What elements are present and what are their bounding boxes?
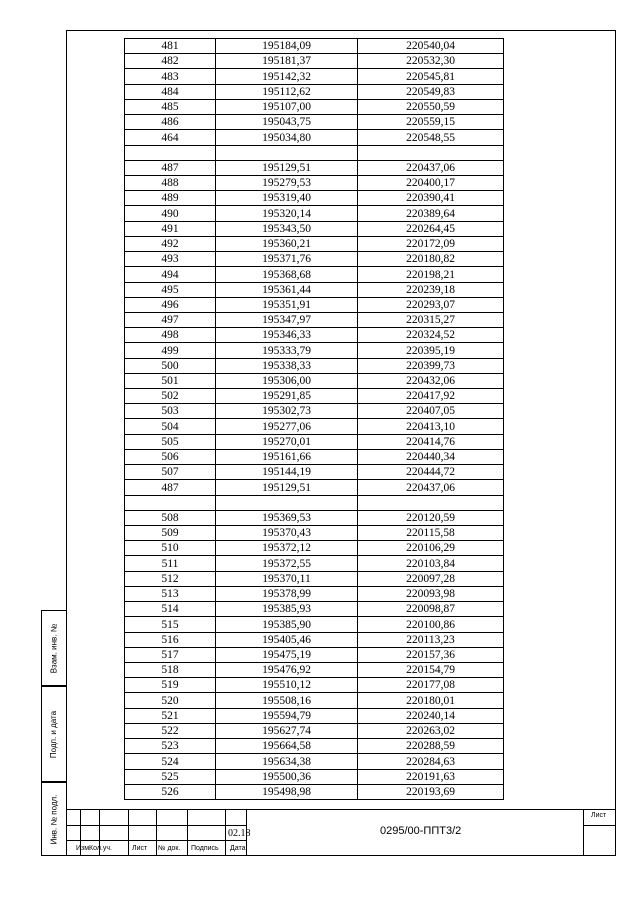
point-number-cell: 526 — [125, 784, 216, 799]
table-row — [125, 99, 504, 114]
stamp-label-ndok: № док. — [158, 845, 181, 852]
x-coordinate-cell: 195129,51 — [216, 160, 358, 175]
y-coordinate-cell: 220198,21 — [358, 267, 504, 282]
x-coordinate-cell: 195043,75 — [216, 115, 358, 130]
x-coordinate-cell: 195371,76 — [216, 252, 358, 267]
y-coordinate-cell: 220548,55 — [358, 130, 504, 145]
point-number-cell: 484 — [125, 84, 216, 99]
x-coordinate-cell: 195279,53 — [216, 175, 358, 190]
y-coordinate-cell: 220545,81 — [358, 69, 504, 84]
point-number-cell: 518 — [125, 662, 216, 677]
x-coordinate-cell: 195634,38 — [216, 754, 358, 769]
table-row — [125, 343, 504, 358]
x-coordinate-cell: 195319,40 — [216, 191, 358, 206]
table-row — [125, 586, 504, 601]
table-row — [125, 434, 504, 449]
x-coordinate-cell: 195333,79 — [216, 343, 358, 358]
table-row — [125, 465, 504, 480]
y-coordinate-cell: 220180,82 — [358, 252, 504, 267]
x-coordinate-cell: 195320,14 — [216, 206, 358, 221]
point-number-cell: 525 — [125, 769, 216, 784]
table-row — [125, 556, 504, 571]
point-number-cell: 519 — [125, 678, 216, 693]
y-coordinate-cell: 220172,09 — [358, 236, 504, 251]
point-number-cell: 514 — [125, 602, 216, 617]
x-coordinate-cell: 195161,66 — [216, 449, 358, 464]
table-row — [125, 647, 504, 662]
stamp-top-line — [66, 809, 616, 810]
side-block-vzam — [41, 610, 66, 686]
point-number-cell: 495 — [125, 282, 216, 297]
x-coordinate-cell: 195405,46 — [216, 632, 358, 647]
table-row — [125, 723, 504, 738]
y-coordinate-cell: 220264,45 — [358, 221, 504, 236]
table-row — [125, 282, 504, 297]
x-coordinate-cell: 195144,19 — [216, 465, 358, 480]
x-coordinate-cell: 195302,73 — [216, 404, 358, 419]
table-row — [125, 373, 504, 388]
x-coordinate-cell: 195360,21 — [216, 236, 358, 251]
sheet-cell-line — [583, 825, 616, 826]
point-number-cell: 504 — [125, 419, 216, 434]
stamp-label-data: Дата — [230, 845, 246, 852]
x-coordinate-cell: 195594,79 — [216, 708, 358, 723]
point-number-cell: 483 — [125, 69, 216, 84]
table-row — [125, 632, 504, 647]
x-coordinate-cell: 195034,80 — [216, 130, 358, 145]
y-coordinate-cell: 220180,01 — [358, 693, 504, 708]
x-coordinate-cell: 195142,32 — [216, 69, 358, 84]
x-coordinate-cell: 195129,51 — [216, 480, 358, 495]
x-coordinate-cell — [216, 145, 358, 160]
point-number-cell: 486 — [125, 115, 216, 130]
y-coordinate-cell: 220239,18 — [358, 282, 504, 297]
y-coordinate-cell: 220193,69 — [358, 784, 504, 799]
y-coordinate-cell — [358, 495, 504, 510]
y-coordinate-cell: 220413,10 — [358, 419, 504, 434]
table-row — [125, 754, 504, 769]
table-row — [125, 69, 504, 84]
y-coordinate-cell: 220559,15 — [358, 115, 504, 130]
x-coordinate-cell: 195112,62 — [216, 84, 358, 99]
y-coordinate-cell: 220115,58 — [358, 526, 504, 541]
y-coordinate-cell: 220120,59 — [358, 510, 504, 525]
x-coordinate-cell: 195277,06 — [216, 419, 358, 434]
y-coordinate-cell — [358, 145, 504, 160]
stamp-col-line — [156, 809, 157, 856]
table-row — [125, 312, 504, 327]
point-number-cell: 498 — [125, 328, 216, 343]
table-row — [125, 236, 504, 251]
x-coordinate-cell: 195351,91 — [216, 297, 358, 312]
x-coordinate-cell: 195369,53 — [216, 510, 358, 525]
x-coordinate-cell: 195664,58 — [216, 739, 358, 754]
x-coordinate-cell: 195306,00 — [216, 373, 358, 388]
x-coordinate-cell: 195385,93 — [216, 602, 358, 617]
table-row — [125, 662, 504, 677]
point-number-cell: 487 — [125, 480, 216, 495]
x-coordinate-cell: 195385,90 — [216, 617, 358, 632]
point-number-cell: 497 — [125, 312, 216, 327]
table-row — [125, 297, 504, 312]
x-coordinate-cell: 195476,92 — [216, 662, 358, 677]
y-coordinate-cell: 220540,04 — [358, 39, 504, 54]
table-row — [125, 358, 504, 373]
y-coordinate-cell: 220098,87 — [358, 602, 504, 617]
side-label-inv: Инв. № подл. — [49, 794, 59, 844]
point-number-cell: 491 — [125, 221, 216, 236]
x-coordinate-cell: 195378,99 — [216, 586, 358, 601]
table-row — [125, 328, 504, 343]
y-coordinate-cell: 220417,92 — [358, 389, 504, 404]
table-row — [125, 252, 504, 267]
x-coordinate-cell — [216, 495, 358, 510]
y-coordinate-cell: 220437,06 — [358, 480, 504, 495]
point-number-cell: 481 — [125, 39, 216, 54]
point-number-cell: 513 — [125, 586, 216, 601]
y-coordinate-cell: 220293,07 — [358, 297, 504, 312]
y-coordinate-cell: 220103,84 — [358, 556, 504, 571]
point-number-cell: 508 — [125, 510, 216, 525]
y-coordinate-cell: 220414,76 — [358, 434, 504, 449]
point-number-cell — [125, 145, 216, 160]
point-number-cell: 490 — [125, 206, 216, 221]
x-coordinate-cell: 195370,43 — [216, 526, 358, 541]
y-coordinate-cell: 220315,27 — [358, 312, 504, 327]
stamp-label-izm: Изм. — [76, 845, 91, 852]
point-number-cell: 499 — [125, 343, 216, 358]
y-coordinate-cell: 220532,30 — [358, 54, 504, 69]
x-coordinate-cell: 195184,09 — [216, 39, 358, 54]
side-label-vzam: Взам. инв. № — [49, 623, 59, 673]
table-row — [125, 693, 504, 708]
x-coordinate-cell: 195372,12 — [216, 541, 358, 556]
y-coordinate-cell: 220113,23 — [358, 632, 504, 647]
y-coordinate-cell: 220097,28 — [358, 571, 504, 586]
table-row — [125, 602, 504, 617]
table-row — [125, 784, 504, 799]
point-number-cell: 510 — [125, 541, 216, 556]
x-coordinate-cell: 195475,19 — [216, 647, 358, 662]
stamp-col-line — [187, 809, 188, 856]
y-coordinate-cell: 220437,06 — [358, 160, 504, 175]
table-row — [125, 480, 504, 495]
table-row — [125, 419, 504, 434]
x-coordinate-cell: 195368,68 — [216, 267, 358, 282]
y-coordinate-cell: 220389,64 — [358, 206, 504, 221]
stamp-col-line — [128, 809, 129, 856]
y-coordinate-cell: 220444,72 — [358, 465, 504, 480]
y-coordinate-cell: 220399,73 — [358, 358, 504, 373]
x-coordinate-cell: 195498,98 — [216, 784, 358, 799]
table-row — [125, 115, 504, 130]
table-row — [125, 449, 504, 464]
y-coordinate-cell: 220284,63 — [358, 754, 504, 769]
table-row — [125, 389, 504, 404]
stamp-label-list: Лист — [132, 845, 148, 852]
point-number-cell: 511 — [125, 556, 216, 571]
y-coordinate-cell: 220390,41 — [358, 191, 504, 206]
y-coordinate-cell: 220395,19 — [358, 343, 504, 358]
y-coordinate-cell: 220440,34 — [358, 449, 504, 464]
stamp-col-line — [225, 809, 226, 856]
table-row — [125, 571, 504, 586]
y-coordinate-cell: 220550,59 — [358, 99, 504, 114]
x-coordinate-cell: 195370,11 — [216, 571, 358, 586]
side-label-podp: Подп. и дата — [49, 710, 59, 758]
y-coordinate-cell: 220177,08 — [358, 678, 504, 693]
x-coordinate-cell: 195291,85 — [216, 389, 358, 404]
table-row — [125, 206, 504, 221]
point-number-cell: 464 — [125, 130, 216, 145]
point-number-cell: 521 — [125, 708, 216, 723]
stamp-col-line — [583, 809, 584, 856]
y-coordinate-cell: 220154,79 — [358, 662, 504, 677]
table-row-spacer — [125, 495, 504, 510]
x-coordinate-cell: 195510,12 — [216, 678, 358, 693]
y-coordinate-cell: 220191,63 — [358, 769, 504, 784]
point-number-cell: 523 — [125, 739, 216, 754]
table-row — [125, 769, 504, 784]
table-row — [125, 84, 504, 99]
x-coordinate-cell: 195338,33 — [216, 358, 358, 373]
point-number-cell: 524 — [125, 754, 216, 769]
y-coordinate-cell: 220106,29 — [358, 541, 504, 556]
point-number-cell: 501 — [125, 373, 216, 388]
point-number-cell: 520 — [125, 693, 216, 708]
table-row — [125, 739, 504, 754]
table-row-spacer — [125, 145, 504, 160]
point-number-cell: 485 — [125, 99, 216, 114]
table-row — [125, 221, 504, 236]
point-number-cell: 487 — [125, 160, 216, 175]
point-number-cell: 494 — [125, 267, 216, 282]
x-coordinate-cell: 195347,97 — [216, 312, 358, 327]
point-number-cell — [125, 495, 216, 510]
point-number-cell: 516 — [125, 632, 216, 647]
stamp-date-value: 02.18 — [228, 828, 251, 839]
x-coordinate-cell: 195500,36 — [216, 769, 358, 784]
y-coordinate-cell: 220157,36 — [358, 647, 504, 662]
side-block-inv — [41, 782, 66, 856]
y-coordinate-cell: 220549,83 — [358, 84, 504, 99]
point-number-cell: 502 — [125, 389, 216, 404]
x-coordinate-cell: 195270,01 — [216, 434, 358, 449]
y-coordinate-cell: 220324,52 — [358, 328, 504, 343]
point-number-cell: 517 — [125, 647, 216, 662]
sheet-label: Лист — [591, 812, 607, 819]
x-coordinate-cell: 195343,50 — [216, 221, 358, 236]
table-row — [125, 267, 504, 282]
point-number-cell: 507 — [125, 465, 216, 480]
y-coordinate-cell: 220288,59 — [358, 739, 504, 754]
point-number-cell: 493 — [125, 252, 216, 267]
stamp-label-kol: Кол.уч. — [89, 845, 112, 852]
y-coordinate-cell: 220432,06 — [358, 373, 504, 388]
point-number-cell: 515 — [125, 617, 216, 632]
table-row — [125, 191, 504, 206]
y-coordinate-cell: 220100,86 — [358, 617, 504, 632]
point-number-cell: 492 — [125, 236, 216, 251]
y-coordinate-cell: 220407,05 — [358, 404, 504, 419]
stamp-label-podpis: Подпись — [191, 845, 219, 852]
point-number-cell: 509 — [125, 526, 216, 541]
point-number-cell: 505 — [125, 434, 216, 449]
point-number-cell: 500 — [125, 358, 216, 373]
table-row — [125, 510, 504, 525]
table-row — [125, 54, 504, 69]
point-number-cell: 489 — [125, 191, 216, 206]
table-row — [125, 678, 504, 693]
point-number-cell: 482 — [125, 54, 216, 69]
table-row — [125, 708, 504, 723]
table-row — [125, 39, 504, 54]
point-number-cell: 512 — [125, 571, 216, 586]
x-coordinate-cell: 195372,55 — [216, 556, 358, 571]
side-block-podp — [41, 686, 66, 782]
table-row — [125, 404, 504, 419]
point-number-cell: 496 — [125, 297, 216, 312]
y-coordinate-cell: 220263,02 — [358, 723, 504, 738]
coordinates-table-body — [125, 39, 504, 800]
table-row — [125, 541, 504, 556]
y-coordinate-cell: 220093,98 — [358, 586, 504, 601]
point-number-cell: 488 — [125, 175, 216, 190]
table-row — [125, 130, 504, 145]
table-row — [125, 160, 504, 175]
x-coordinate-cell: 195346,33 — [216, 328, 358, 343]
title-block — [66, 809, 616, 856]
x-coordinate-cell: 195107,00 — [216, 99, 358, 114]
point-number-cell: 522 — [125, 723, 216, 738]
document-code: 0295/00-ППТ3/2 — [380, 825, 462, 837]
x-coordinate-cell: 195181,37 — [216, 54, 358, 69]
x-coordinate-cell: 195361,44 — [216, 282, 358, 297]
x-coordinate-cell: 195508,16 — [216, 693, 358, 708]
table-row — [125, 526, 504, 541]
point-number-cell: 506 — [125, 449, 216, 464]
y-coordinate-cell: 220240,14 — [358, 708, 504, 723]
table-row — [125, 617, 504, 632]
y-coordinate-cell: 220400,17 — [358, 175, 504, 190]
coordinates-table — [124, 38, 504, 800]
x-coordinate-cell: 195627,74 — [216, 723, 358, 738]
point-number-cell: 503 — [125, 404, 216, 419]
table-row — [125, 175, 504, 190]
